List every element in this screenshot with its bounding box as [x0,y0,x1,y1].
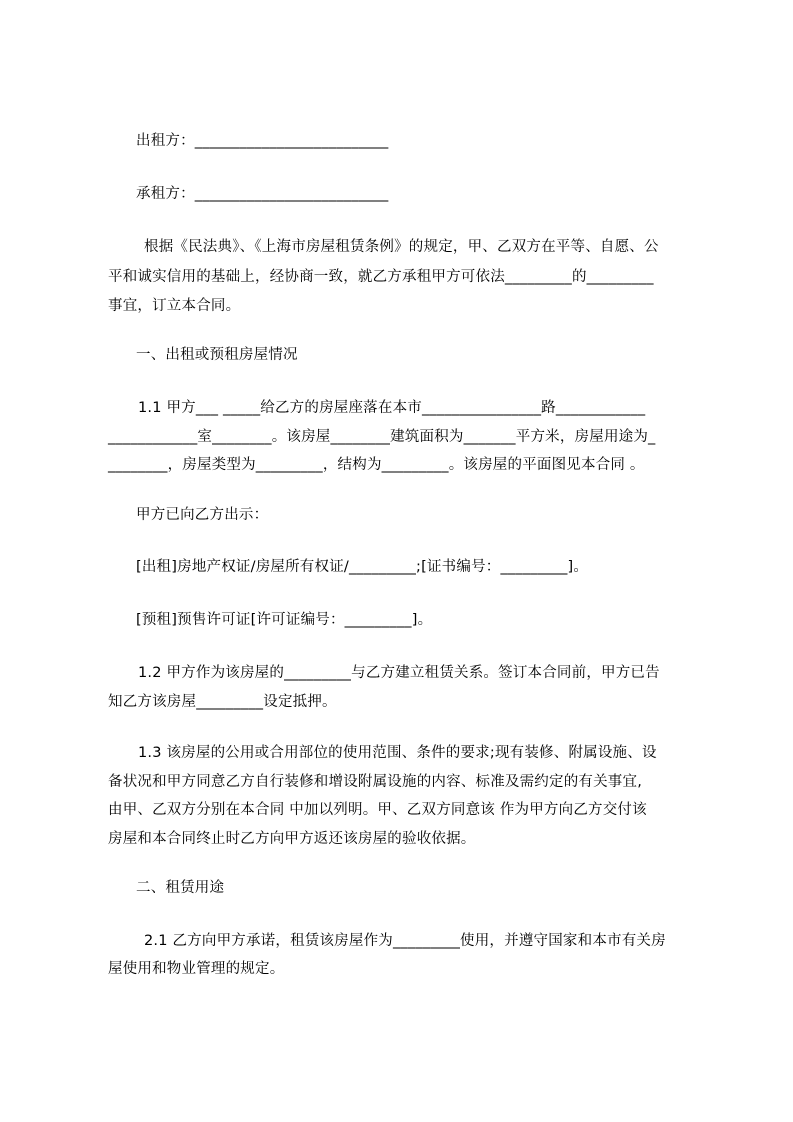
clause-2-1-line-1: 2.1 乙方向甲方承诺，租赁该房屋作为_________使用，并遵守国家和本市有关房 [144,933,666,949]
clause-1-3-line-3: 由甲、乙双方分别在本合同 中加以列明。甲、乙双方同意该 作为甲方向乙方交付该 [108,802,647,818]
clause-1-2-line-1: 1.2 甲方作为该房屋的_________与乙方建立租赁关系。签订本合同前，甲方已告 [138,665,660,681]
section-1-heading: 一、出租或预租房屋情况 [136,347,298,363]
lessee-line: 承租方：__________________________ [136,186,389,202]
clause-1-3-line-1: 1.3 该房屋的公用或合用部位的使用范围、条件的要求;现有装修、附属设施、设 [138,745,657,761]
preamble-line-1: 根据《民法典》、《上海市房屋租赁条例》的规定，甲、乙双方在平等、自愿、公 [144,239,659,255]
shown-intro: 甲方已向乙方出示： [136,507,269,523]
preamble-line-3: 事宜，订立本合同。 [108,298,241,314]
clause-1-3-line-2: 备状况和甲方同意乙方自行装修和增设附属设施的内容、标准及需约定的有关事宜, [108,774,643,790]
clause-1-2-line-2: 知乙方该房屋_________设定抵押。 [108,694,337,710]
rental-certificate-line: [出租]房地产权证/房屋所有权证/_________;[证书编号：_________]。 [136,559,589,575]
clause-1-3-line-4: 房屋和本合同终止时乙方向甲方返还该房屋的验收依据。 [108,831,476,847]
section-2-heading: 二、租赁用途 [136,880,225,896]
clause-1-1-line-2: ____________室________。该房屋________建筑面积为_______平方米，房屋用途为_ [108,429,656,445]
lessor-line: 出租方：__________________________ [136,133,389,149]
preamble-line-2: 平和诚实信用的基础上，经协商一致，就乙方承租甲方可依法_________的_________ [108,269,654,285]
clause-1-1-line-1: 1.1 甲方___ _____给乙方的房屋座落在本市________________路____________ [138,400,646,416]
presale-certificate-line: [预租]预售许可证[许可证编号：_________]。 [136,612,433,628]
clause-2-1-line-2: 屋使用和物业管理的规定。 [108,961,285,977]
clause-1-1-line-3: ________，房屋类型为_________，结构为_________。该房屋的平面图见本合同 。 [108,457,645,473]
